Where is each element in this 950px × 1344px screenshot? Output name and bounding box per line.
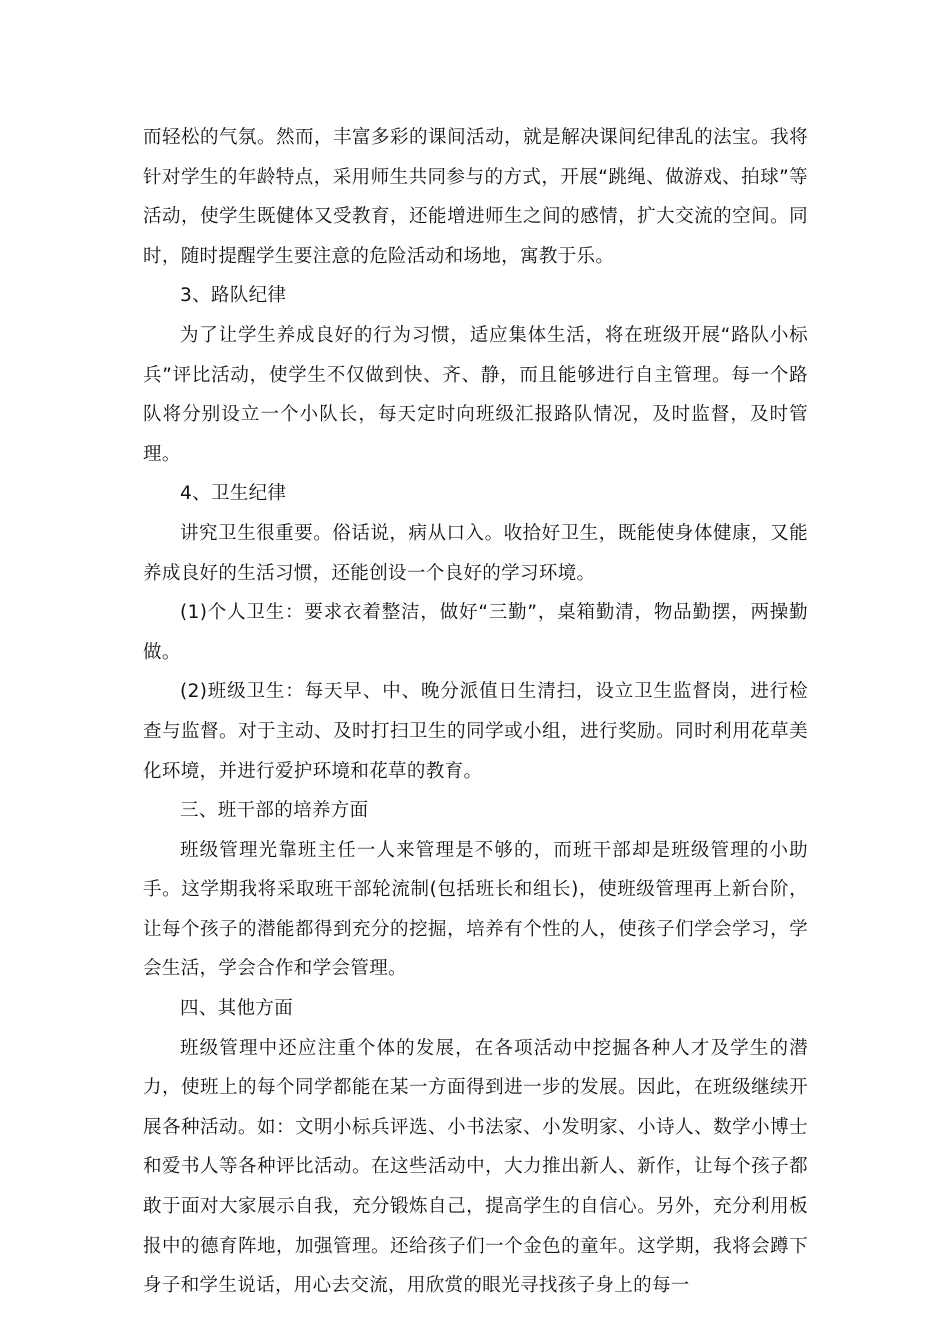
heading-hygiene-discipline: 4、卫生纪律 [180,483,287,505]
paragraph-class-hygiene: (2)班级卫生：每天早、中、晚分派值日生清扫，设立卫生监督岗，进行检查与监督。对于主动、及时打扫卫生的同学或小组，进行奖励。同时利用花草美化环境，并进行爱护环境和花草的教育。 [143,681,808,782]
heading-other-aspects: 四、其他方面 [180,998,294,1020]
paragraph-recess-activities: 而轻松的气氛。然而，丰富多彩的课间活动，就是解决课间纪律乱的法宝。我将针对学生的年龄特点，采用师生共同参与的方式，开展“跳绳、做游戏、拍球”等活动，使学生既健体又受教育，还能增进师生之间的感情，扩大交流的空间。同时，随时提醒学生要注意的危险活动和场地，寓教于乐。 [143,127,808,267]
paragraph-other-aspects: 班级管理中还应注重个体的发展，在各项活动中挖掘各种人才及学生的潜力，使班上的每个同学都能在某一方面得到进一步的发展。因此，在班级继续开展各种活动。如：文明小标兵评选、小书法家、小发明家、小诗人、数学小博士和爱书人等各种评比活动。在这些活动中，大力推出新人、新作，让每个孩子都敢于面对大家展示自我，充分锻炼自己，提高学生的自信心。另外，充分利用板报中的德育阵地，加强管理。还给孩子们一个金色的童年。这学期，我将会蹲下身子和学生说话，用心去交流，用欣赏的眼光寻找孩子身上的每一 [143,1037,808,1297]
heading-line-discipline: 3、路队纪律 [180,285,287,307]
paragraph-hygiene-intro: 讲究卫生很重要。俗话说，病从口入。收拾好卫生，既能使身体健康，又能养成良好的生活习惯，还能创设一个良好的学习环境。 [143,522,808,584]
heading-class-cadres: 三、班干部的培养方面 [180,800,369,822]
paragraph-class-cadres: 班级管理光靠班主任一人来管理是不够的，而班干部却是班级管理的小助手。这学期我将采取班干部轮流制(包括班长和组长)，使班级管理再上新台阶，让每个孩子的潜能都得到充分的挖掘，培养有个性的人，使孩子们学会学习，学会生活，学会合作和学会管理。 [143,839,808,980]
paragraph-personal-hygiene: (1)个人卫生：要求衣着整洁，做好“三勤”，桌箱勤清，物品勤摆，两操勤做。 [143,602,808,663]
paragraph-line-discipline: 为了让学生养成良好的行为习惯，适应集体生活，将在班级开展“路队小标兵”评比活动，使学生不仅做到快、齐、静，而且能够进行自主管理。每一个路队将分别设立一个小队长，每天定时向班级汇报路队情况，及时监督，及时管理。 [143,324,808,465]
document-body [143,118,808,1306]
